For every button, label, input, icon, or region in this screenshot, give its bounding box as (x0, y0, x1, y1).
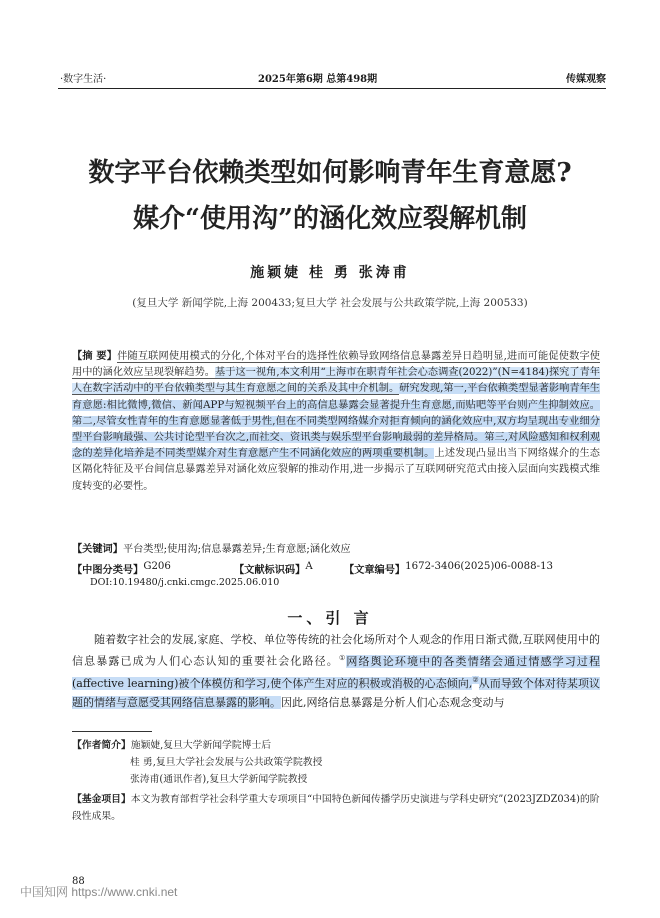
title-line-2: 媒介“使用沟”的涵化效应裂解机制 (133, 204, 527, 234)
body-sentence-4: 因此,网络信息暴露是分析人们心态观念变动与 (281, 695, 505, 709)
article-number (344, 561, 554, 576)
abstract (72, 348, 600, 495)
keywords (72, 540, 600, 555)
body-sentence-2: 网络舆论环境中的各类情绪会通过情感学习过程(affective learning)被个体模仿和学习,使个体产生对应的积极或消极的心态倾向, (72, 654, 601, 690)
doc-code (234, 561, 313, 576)
footnote-rule (72, 731, 152, 732)
author-info-2: 桂 勇,复旦大学社会发展与公共政策学院教授 (130, 757, 323, 768)
author-info (72, 737, 600, 788)
article-number-value: 1672-3406(2025)06-0088-13 (405, 561, 554, 572)
fund-info (72, 791, 600, 825)
fund-label: 【基金项目】 (72, 794, 131, 805)
abstract-findings: 研究发现,第一,平台依赖类型显著影响青年生育意愿:相比微博,微信、新闻APP与短视频平台上的高信息暴露会显著提升生育意愿,而贴吧等平台则产生抑制效应。第二,尽管女性青年的生育意愿显著低于男性,但在不同类型网络媒介对拒育倾向的涵化效应中,双方均呈现出专业细分型平台影响最强、公共讨论型平台次之,而社交、资讯类与娱乐型平台影响最弱的差异格局。第三,对风险感知和权利观念的差异化培养是不同类型媒介对生育意愿产生不同涵化效应的两项重要机制。 (72, 383, 600, 460)
abstract-label: 【摘 要】 (72, 350, 118, 362)
keywords-label: 【关键词】 (72, 543, 123, 555)
clc-value: G206 (143, 561, 171, 572)
section-heading: 一、引 言 (287, 609, 373, 627)
doc-label: 【文献标识码】 (234, 564, 306, 576)
affiliation: (复旦大学 新闻学院,上海 200433;复旦大学 社会发展与公共政策学院,上海 200533) (132, 297, 528, 309)
header-rule (58, 88, 606, 89)
page-number: 88 (72, 876, 85, 887)
body-sentence-3: 从而导致个体对待某项议题的情绪与意愿受其网络信息暴露的影响。 (72, 676, 600, 709)
doc-value: A (305, 561, 313, 572)
clc-label: 【中图分类号】 (72, 564, 144, 576)
header-journal-name: 传媒观察 (566, 74, 606, 85)
classification-row (72, 561, 600, 577)
author-info-label: 【作者简介】 (72, 740, 131, 751)
abstract-sentence-1: 伴随互联网使用模式的分化,个体对平台的选择性依赖导致网络信息暴露差异日趋明显,进而可能促使数字使用中的涵化效应呈现裂解趋势。 (72, 351, 600, 379)
header-column-label: ·数字生活· (60, 74, 107, 85)
body-sentence-1: 随着数字社会的发展,家庭、学校、单位等传统的社会化场所对个人观念的作用日渐式微,互联网使用中的信息暴露已成为人们心态认知的重要社会化路径。 (72, 633, 600, 668)
footnote-ref-2[interactable]: ② (472, 676, 479, 685)
keywords-text: 平台类型;使用沟;信息暴露差异;生育意愿;涵化效应 (122, 544, 351, 555)
author-info-line-1 (72, 737, 600, 754)
author-info-3: 张涛甫(通讯作者),复旦大学新闻学院教授 (130, 774, 308, 785)
clc-code (72, 561, 171, 576)
doi: DOI:10.19480/j.cnki.cmgc.2025.06.010 (90, 577, 280, 588)
abstract-conclusion: 上述发现凸显出当下网络媒介的生态区隔化特征及平台间信息暴露差异对涵化效应裂解的推动作用,进一步揭示了互联网研究范式由接入层面向实践模式维度转变的必要性。 (72, 448, 600, 492)
title-line-1: 数字平台依赖类型如何影响青年生育意愿? (88, 158, 572, 188)
author-list: 施颖婕 桂 勇 张涛甫 (250, 265, 410, 281)
abstract-sentence-2: 基于这一视角,本文利用“上海市在职青年社会心态调查(2022)”(N=4184)探究了青年人在数字活动中的平台依赖类型与其生育意愿之间的关系及其中介机制。 (72, 367, 600, 395)
fund-text: 本文为教育部哲学社会科学重大专项项目“中国特色新闻传播学历史演进与学科史研究”(2023JZDZ034)的阶段性成果。 (72, 794, 600, 822)
running-header (58, 70, 606, 86)
header-issue-info: 2025年第6期 总第498期 (258, 74, 378, 85)
author-info-1: 施颖婕,复旦大学新闻学院博士后 (130, 740, 272, 751)
cnki-watermark: 中国知网 https://www.cnki.net (20, 885, 178, 899)
footnote-ref-1[interactable]: ① (338, 654, 347, 663)
body-paragraph (72, 630, 600, 712)
article-number-label: 【文章编号】 (344, 564, 406, 576)
